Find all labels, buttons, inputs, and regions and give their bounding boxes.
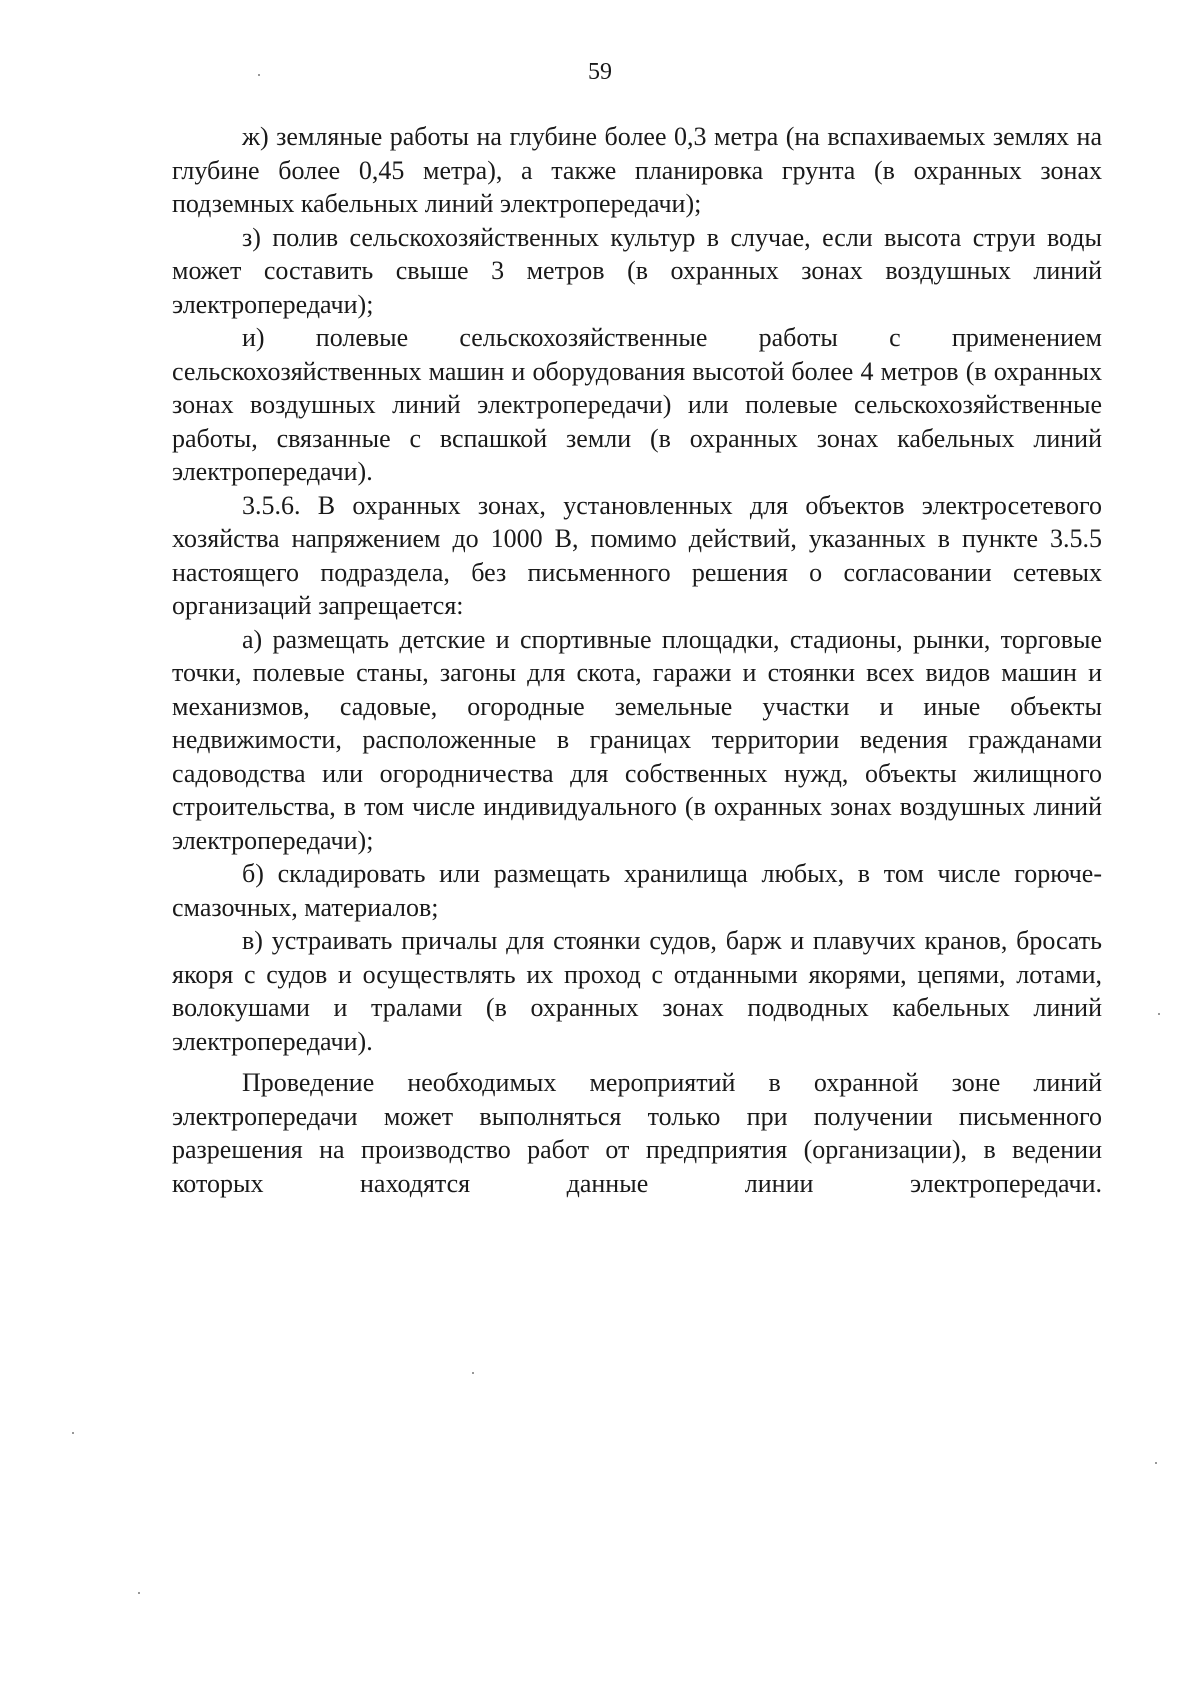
paragraph-a: а) размещать детские и спортивные площадки, стадионы, рынки, торговые точки, полевые станы, загоны для скота, гаражи и стоянки всех видов машин и механизмов, садовые, огородные земельные участки и иные объекты недвижимости, расположенные в границах территории ведения гражданами садоводства или огородничества для собственных нужд, объекты жилищного строительства, в том числе индивидуального (в охранных зонах воздушных линий электропередачи); (172, 624, 1102, 855)
scan-speck (258, 74, 260, 76)
paragraph-i: и) полевые сельскохозяйственные работы с применением сельскохозяйственных машин и оборудования высотой более 4 метров (в охранных зонах воздушных линий электропередачи) или полевые сельскохозяйственные работы, связанные с вспашкой земли (в охранных зонах кабельных линий электропередачи). (172, 323, 1102, 486)
scan-speck (472, 1372, 474, 1374)
scan-speck (138, 1592, 140, 1594)
paragraph-3-5-6: 3.5.6. В охранных зонах, установленных для объектов электросетевого хозяйства напряжением до 1000 В, помимо действий, указанных в пункте 3.5.5 настоящего подраздела, без письменного решения о согласовании сетевых организаций запрещается: (172, 490, 1102, 620)
paragraph-b: б) складировать или размещать хранилища любых, в том числе горюче-смазочных, материалов; (172, 859, 1102, 922)
document-body (172, 120, 1102, 1200)
paragraph-v: в) устраивать причалы для стоянки судов, барж и плавучих кранов, бросать якоря с судов и осуществлять их проход с отданными якорями, цепями, лотами, волокушами и тралами (в охранных зонах подводных кабельных линий электропередачи). (172, 926, 1102, 1056)
paragraph-zh: ж) земляные работы на глубине более 0,3 метра (на вспахиваемых землях на глубине более 0,45 метра), а также планировка грунта (в охранных зонах подземных кабельных линий электропередачи); (172, 122, 1102, 218)
scan-speck (1158, 1013, 1160, 1015)
scan-speck (1155, 1462, 1157, 1464)
page-number: 59 (588, 59, 612, 85)
paragraph-z: з) полив сельскохозяйственных культур в случае, если высота струи воды может составить свыше 3 метров (в охранных зонах воздушных линий электропередачи); (172, 222, 1102, 319)
scan-speck (72, 1432, 74, 1434)
paragraph-conclusion: Проведение необходимых мероприятий в охранной зоне линий электропередачи может выполняться только при получении письменного разрешения на производство работ от предприятия (организации), в ведении которых находятся данные линии электропередачи. (172, 1068, 1102, 1198)
